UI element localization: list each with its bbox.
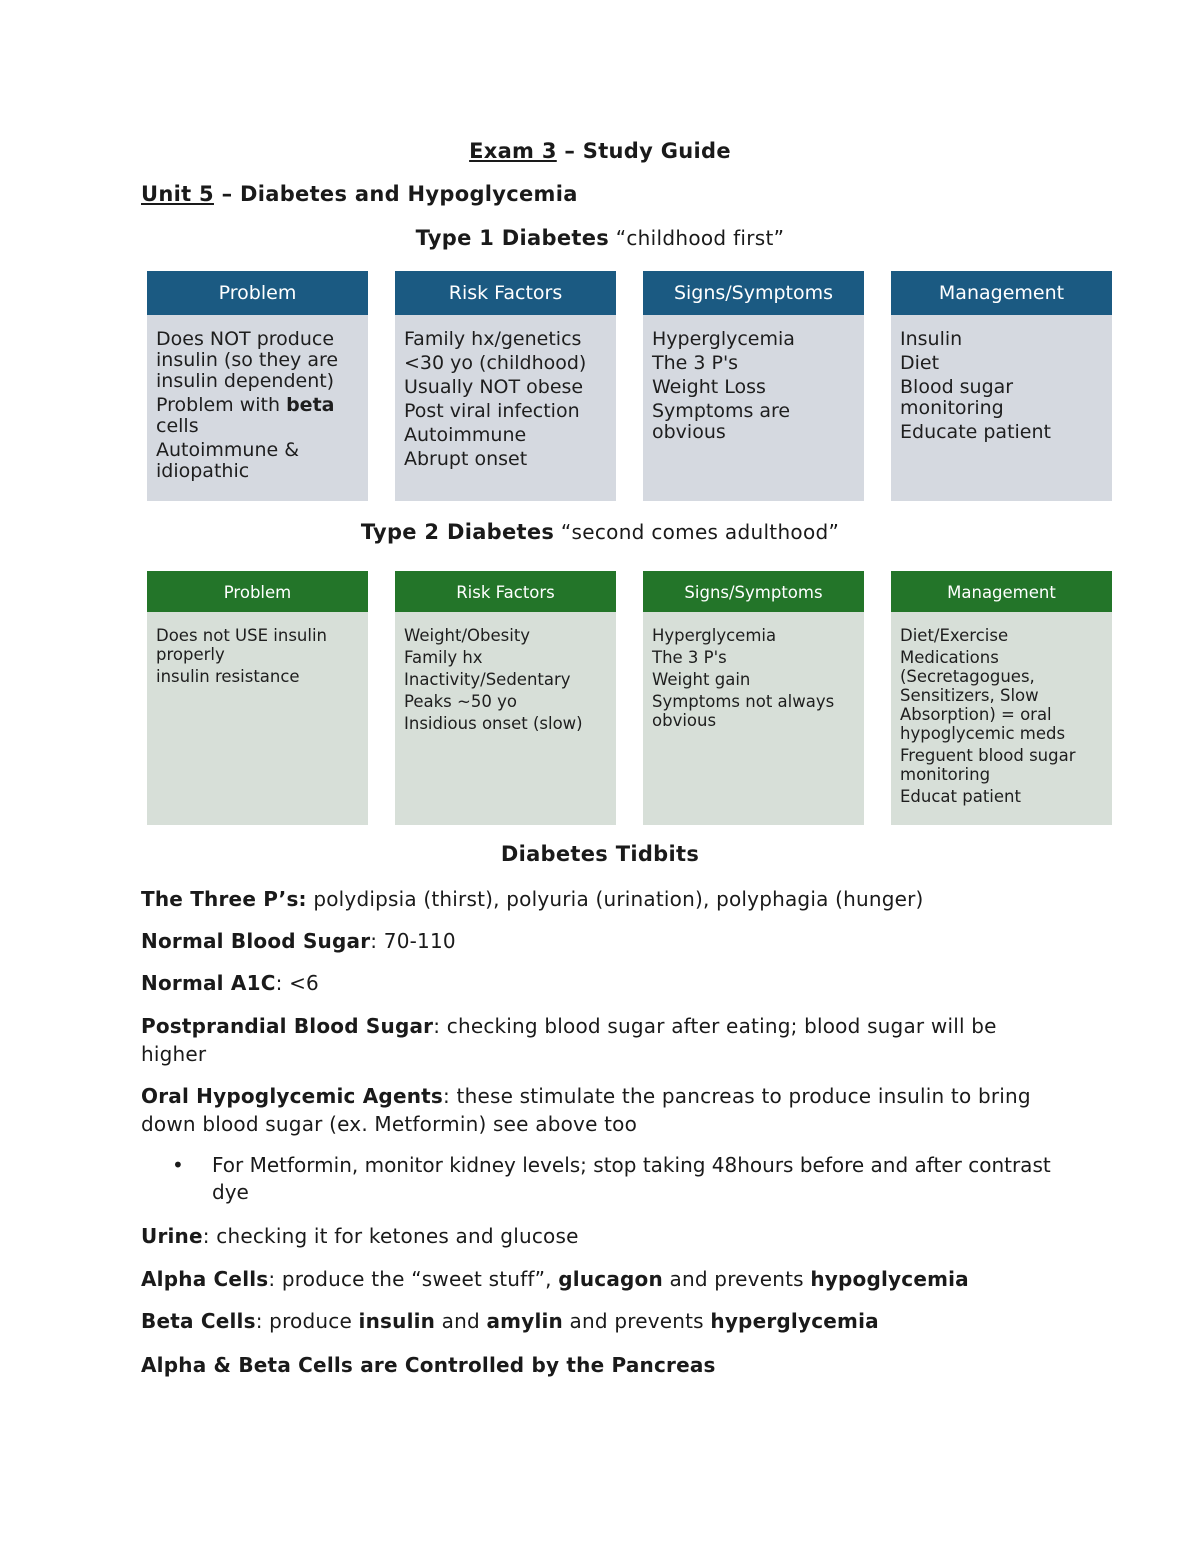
- type1-signs-header: Signs/Symptoms: [643, 271, 864, 315]
- tidbit-pancreas-control: [141, 1351, 1061, 1379]
- type2-heading-bold: Type 2 Diabetes: [360, 520, 555, 544]
- type2-management-line: Sensitizers, Slow: [900, 686, 1039, 705]
- type1-signs-line: Symptoms are: [652, 400, 791, 422]
- type2-management-line: Medications: [900, 648, 999, 667]
- type2-management-header: Management: [891, 571, 1112, 612]
- title-exam: Exam 3: [469, 139, 557, 163]
- type1-problem-line: Autoimmune &: [156, 439, 300, 461]
- type2-management-line: hypoglycemic meds: [900, 724, 1066, 743]
- type1-management-line: monitoring: [900, 397, 1004, 419]
- type1-signs-body: [643, 315, 864, 501]
- type1-signs-line: Hyperglycemia: [652, 328, 795, 350]
- type1-heading-quote: “childhood first”: [609, 226, 785, 250]
- type2-management-line: Diet/Exercise: [900, 626, 1009, 645]
- type1-management-line: Insulin: [900, 328, 963, 350]
- tidbit-text: : 70-110: [370, 929, 456, 953]
- type2-signs-line: obvious: [652, 711, 717, 730]
- tidbit-text: : checking it for ketones and glucose: [202, 1224, 579, 1248]
- type2-management-line: monitoring: [900, 765, 991, 784]
- type2-management-line: Absorption) = oral: [900, 705, 1052, 724]
- tidbit-text: : checking blood sugar after eating; blood sugar will be higher: [141, 1014, 997, 1066]
- type1-problem-line: cells: [156, 415, 199, 437]
- type2-management-body: [891, 612, 1112, 825]
- tidbit-term: Normal Blood Sugar: [141, 929, 371, 953]
- type2-signs-line: Hyperglycemia: [652, 626, 777, 645]
- tidbit-beta-cells: [141, 1307, 1061, 1335]
- metformin-bullet: [172, 1152, 1052, 1206]
- tidbit-control-text: Alpha & Beta Cells are Controlled by the Pancreas: [141, 1353, 716, 1377]
- tidbit-bold: hyperglycemia: [710, 1309, 879, 1333]
- type1-problem-line: insulin dependent): [156, 370, 335, 392]
- tidbit-text: : produce: [255, 1309, 359, 1333]
- type2-signs-card: [643, 571, 864, 825]
- tidbit-text: : <6: [275, 971, 319, 995]
- type2-risk-card: [395, 571, 616, 825]
- type1-problem-line: insulin (so they are: [156, 349, 339, 371]
- document-title: [0, 139, 1200, 163]
- tidbit-bold: amylin: [486, 1309, 563, 1333]
- type2-risk-line: Peaks ~50 yo: [404, 692, 517, 711]
- type2-risk-body: [395, 612, 616, 825]
- type1-problem-line: idiopathic: [156, 460, 250, 482]
- type1-problem-body: [147, 315, 368, 501]
- type2-problem-line: properly: [156, 645, 225, 664]
- type1-risk-line: Family hx/genetics: [404, 328, 582, 350]
- tidbits-title: Diabetes Tidbits: [500, 842, 700, 866]
- type2-risk-line: Insidious onset (slow): [404, 714, 583, 733]
- type1-risk-body: [395, 315, 616, 501]
- type1-problem-line: [156, 395, 360, 416]
- tidbit-postprandial: [141, 1012, 1061, 1068]
- type1-risk-line: Autoimmune: [404, 424, 527, 446]
- type1-heading: [0, 226, 1200, 250]
- bullet-icon: •: [172, 1153, 184, 1177]
- type2-management-line: Freguent blood sugar: [900, 746, 1076, 765]
- unit-heading: [141, 182, 578, 206]
- type2-risk-line: Weight/Obesity: [404, 626, 531, 645]
- type2-problem-header: Problem: [147, 571, 368, 612]
- type2-problem-body: [147, 612, 368, 825]
- tidbit-text: : these stimulate the pancreas to produce insulin to bring down blood sugar (ex. Metformin) see above too: [141, 1084, 1031, 1136]
- type1-risk-line: Usually NOT obese: [404, 376, 584, 398]
- type2-signs-line: The 3 P's: [652, 648, 727, 667]
- tidbit-term: The Three P’s:: [141, 887, 307, 911]
- type1-management-line: Diet: [900, 352, 940, 374]
- tidbit-text: and prevents: [662, 1267, 811, 1291]
- tidbit-text: and: [435, 1309, 487, 1333]
- type2-signs-body: [643, 612, 864, 825]
- tidbit-bold: insulin: [358, 1309, 436, 1333]
- tidbit-term: Beta Cells: [141, 1309, 256, 1333]
- tidbit-oral-agents: [141, 1082, 1061, 1138]
- type1-risk-line: <30 yo (childhood): [404, 352, 587, 374]
- type1-risk-header: Risk Factors: [395, 271, 616, 315]
- type1-problem-bold: beta: [286, 394, 335, 416]
- type1-risk-card: [395, 271, 616, 501]
- type1-management-line: Educate patient: [900, 421, 1051, 443]
- tidbit-text: : produce the “sweet stuff”,: [268, 1267, 559, 1291]
- tidbit-term: Oral Hypoglycemic Agents: [141, 1084, 444, 1108]
- type1-problem-card: [147, 271, 368, 501]
- unit-rest: – Diabetes and Hypoglycemia: [213, 182, 578, 206]
- type1-signs-line: Weight Loss: [652, 376, 766, 398]
- type1-signs-line: obvious: [652, 421, 726, 443]
- tidbit-three-ps: [141, 885, 1061, 913]
- type1-problem-header: Problem: [147, 271, 368, 315]
- type1-risk-line: Abrupt onset: [404, 448, 528, 470]
- tidbit-text: polydipsia (thirst), polyuria (urination), polyphagia (hunger): [306, 887, 924, 911]
- metformin-bullet-text: For Metformin, monitor kidney levels; stop taking 48hours before and after contrast dye: [212, 1153, 1051, 1204]
- tidbit-term: Alpha Cells: [141, 1267, 269, 1291]
- tidbit-bold: hypoglycemia: [810, 1267, 969, 1291]
- type2-problem-line: insulin resistance: [156, 667, 300, 686]
- tidbit-normal-blood-sugar: [141, 927, 1061, 955]
- type2-risk-line: Family hx: [404, 648, 483, 667]
- type2-management-line: (Secretagogues,: [900, 667, 1035, 686]
- type2-heading-quote: “second comes adulthood”: [554, 520, 840, 544]
- type1-management-card: [891, 271, 1112, 501]
- type2-signs-line: Symptoms not always: [652, 692, 835, 711]
- type1-management-body: [891, 315, 1112, 501]
- type2-heading: [0, 520, 1200, 544]
- type2-problem-line: Does not USE insulin: [156, 626, 328, 645]
- tidbit-term: Postprandial Blood Sugar: [141, 1014, 434, 1038]
- type2-management-card: [891, 571, 1112, 825]
- tidbit-urine: [141, 1222, 1061, 1250]
- type1-management-header: Management: [891, 271, 1112, 315]
- type1-risk-line: Post viral infection: [404, 400, 580, 422]
- type2-risk-header: Risk Factors: [395, 571, 616, 612]
- title-rest: – Study Guide: [556, 139, 731, 163]
- tidbit-term: Urine: [141, 1224, 203, 1248]
- type1-management-line: Blood sugar: [900, 376, 1014, 398]
- tidbit-normal-a1c: [141, 969, 1061, 997]
- type2-problem-card: [147, 571, 368, 825]
- tidbit-term: Normal A1C: [141, 971, 276, 995]
- type1-heading-bold: Type 1 Diabetes: [415, 226, 610, 250]
- type1-problem-line: Does NOT produce: [156, 328, 335, 350]
- tidbit-alpha-cells: [141, 1265, 1061, 1293]
- type2-risk-line: Inactivity/Sedentary: [404, 670, 571, 689]
- tidbit-bold: glucagon: [558, 1267, 663, 1291]
- type1-signs-card: [643, 271, 864, 501]
- type1-signs-line: The 3 P's: [652, 352, 739, 374]
- type2-signs-line: Weight gain: [652, 670, 751, 689]
- unit-label: Unit 5: [141, 182, 214, 206]
- type2-signs-header: Signs/Symptoms: [643, 571, 864, 612]
- type2-management-line: Educat patient: [900, 787, 1021, 806]
- type1-problem-text: Problem with: [156, 394, 287, 416]
- tidbit-text: and prevents: [563, 1309, 711, 1333]
